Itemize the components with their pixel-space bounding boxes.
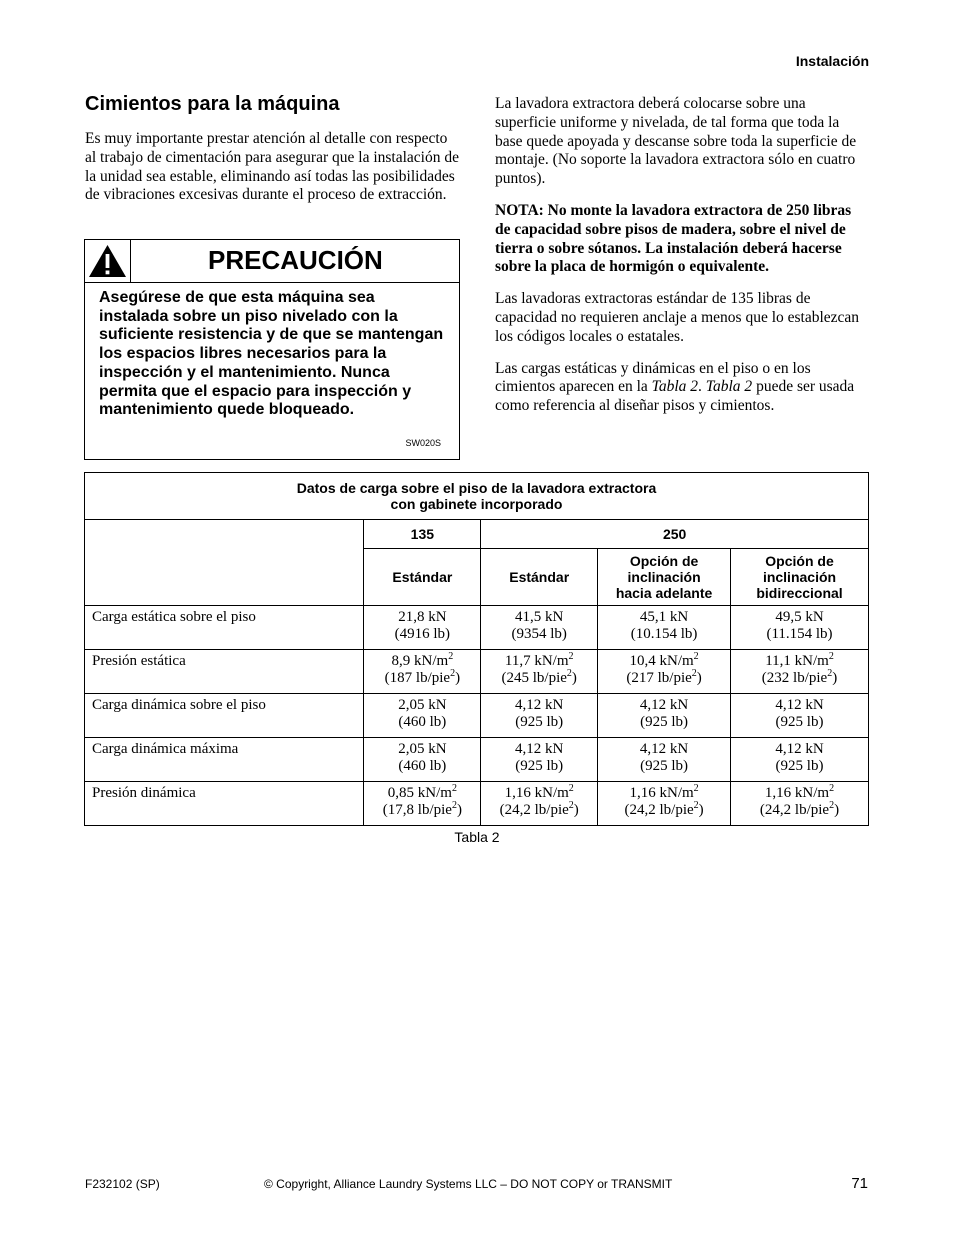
table-cell	[598, 738, 731, 782]
cell-value-metric	[731, 697, 868, 714]
metric-text: 4,12 kN	[775, 741, 824, 757]
superscript: 2	[566, 668, 572, 679]
col-250-bidirectional-tilt	[731, 549, 869, 606]
col-250-standard: Estándar	[481, 549, 598, 606]
right-paragraph-2: Las lavadoras extractoras estándar de 135 libras de capacidad no requieren anclaje a menos que lo establezcan los códigos locales o estatales.	[495, 290, 860, 345]
cell-value-metric	[731, 785, 868, 802]
metric-text: 21,8 kN	[398, 609, 447, 625]
p3-text-b: .	[698, 378, 706, 396]
superscript: 2	[693, 800, 699, 811]
cell-value-metric	[598, 653, 730, 670]
caution-code: SW020S	[405, 438, 441, 448]
superscript: 2	[828, 651, 834, 662]
cell-value-metric	[364, 609, 480, 626]
closing-paren: )	[832, 670, 838, 686]
cell-value-metric	[731, 609, 868, 626]
right-paragraph-1: La lavadora extractora deberá colocarse sobre una superficie uniforme y nivelada, de tal forma que toda la base quede apoyada y descanse sobre toda la superficie de montaje. (No soporte la lavadora extractora sólo en cuatro puntos).	[495, 95, 857, 188]
superscript: 2	[691, 668, 697, 679]
footer-doc-id: F232102 (SP)	[85, 1177, 160, 1191]
cell-value-imperial	[598, 714, 730, 731]
p3-text-c: puede ser usada como referencia al diseñar pisos y cimientos.	[495, 378, 855, 415]
row-label: Carga estática sobre el piso	[85, 606, 364, 650]
table-title-line-1: Datos de carga sobre el piso de la lavadora extractora	[296, 480, 657, 496]
imperial-text: (24,2 lb/pie	[624, 802, 694, 818]
imperial-text: (4916 lb)	[394, 626, 451, 642]
superscript: 2	[829, 783, 835, 794]
imperial-text: (925 lb)	[515, 714, 564, 730]
imperial-text: (460 lb)	[398, 758, 447, 774]
imperial-text: (11.154 lb)	[766, 626, 833, 642]
cell-value-imperial	[481, 670, 597, 687]
imperial-text: (232 lb/pie	[761, 670, 828, 686]
imperial-text: (925 lb)	[515, 758, 564, 774]
cell-value-imperial	[481, 626, 597, 643]
superscript: 2	[448, 651, 454, 662]
metric-text: 4,12 kN	[639, 697, 689, 713]
imperial-text: (460 lb)	[398, 714, 447, 730]
superscript: 2	[568, 651, 574, 662]
table-cell	[364, 782, 481, 826]
row-label: Carga dinámica sobre el piso	[85, 694, 364, 738]
closing-paren: )	[696, 670, 702, 686]
cell-value-imperial	[481, 802, 597, 819]
cell-value-metric	[364, 785, 480, 802]
imperial-text: (245 lb/pie	[501, 670, 567, 686]
imperial-text: (24,2 lb/pie	[759, 802, 830, 818]
table-cell	[481, 650, 598, 694]
row-label: Presión estática	[85, 650, 364, 694]
table-reference: Tabla 2	[651, 378, 699, 396]
section-header: Instalación	[795, 53, 869, 69]
footer-copyright: © Copyright, Alliance Laundry Systems LLC – DO NOT COPY or TRANSMIT	[264, 1177, 673, 1191]
table-cell	[481, 738, 598, 782]
table-cell	[364, 650, 481, 694]
row-label: Carga dinámica máxima	[85, 738, 364, 782]
cell-value-imperial	[481, 758, 597, 775]
caution-body: Asegúrese de que esta máquina sea instalada sobre un piso nivelado con la suficiente resistencia y de que se mantengan los espacios libres necesarios para la inspección y el mantenimiento. Nunca permita que el espacio para inspección y mantenimiento quede bloqueado.	[99, 289, 444, 419]
table-row	[85, 606, 869, 650]
metric-text: 1,16 kN/m	[629, 785, 694, 801]
closing-paren: )	[834, 802, 840, 818]
cell-value-metric	[731, 653, 868, 670]
metric-text: 49,5 kN	[775, 609, 824, 625]
cell-value-imperial	[481, 714, 597, 731]
imperial-text: (17,8 lb/pie	[382, 802, 452, 818]
cell-value-metric	[481, 741, 597, 758]
metric-text: 11,7 kN/m	[504, 653, 569, 669]
imperial-text: (24,2 lb/pie	[499, 802, 569, 818]
metric-text: 1,16 kN/m	[504, 785, 569, 801]
superscript: 2	[568, 800, 574, 811]
cell-value-imperial	[598, 802, 730, 819]
table-cell	[598, 694, 731, 738]
cell-value-imperial	[364, 670, 480, 687]
metric-text: 11,1 kN/m	[765, 653, 829, 669]
closing-paren: )	[573, 802, 579, 818]
warning-triangle-icon	[88, 244, 127, 278]
metric-text: 2,05 kN	[398, 741, 447, 757]
section-heading: Cimientos para la máquina	[85, 93, 340, 115]
cell-value-metric	[598, 741, 730, 758]
col-250-forward-tilt-label: Opción de inclinación hacia adelante	[615, 553, 713, 601]
cell-value-metric	[481, 609, 597, 626]
table-cell	[481, 782, 598, 826]
cell-value-imperial	[731, 758, 868, 775]
imperial-text: (925 lb)	[640, 714, 689, 730]
table-row	[85, 782, 869, 826]
table-title-line-2: con gabinete incorporado	[390, 496, 563, 512]
metric-text: 10,4 kN/m	[629, 653, 694, 669]
table-cell	[598, 782, 731, 826]
superscript: 2	[451, 800, 457, 811]
cell-value-metric	[364, 697, 480, 714]
superscript: 2	[829, 800, 835, 811]
superscript: 2	[693, 651, 699, 662]
table-cell	[481, 694, 598, 738]
cell-value-imperial	[364, 758, 480, 775]
cell-value-imperial	[598, 670, 730, 687]
table-cell	[598, 606, 731, 650]
row-label: Presión dinámica	[85, 782, 364, 826]
table-cell	[481, 606, 598, 650]
superscript: 2	[451, 783, 457, 794]
cell-value-metric	[481, 697, 597, 714]
cell-value-imperial	[731, 714, 868, 731]
metric-text: 8,9 kN/m	[391, 653, 449, 669]
table-cell	[364, 738, 481, 782]
metric-text: 1,16 kN/m	[764, 785, 830, 801]
caution-icon-cell	[85, 240, 131, 282]
cell-value-imperial	[731, 626, 868, 643]
cell-value-imperial	[364, 626, 480, 643]
col-250-forward-tilt	[598, 549, 731, 606]
table-reference: Tabla 2	[705, 378, 753, 396]
col-250-bidirectional-tilt-label: Opción de inclinación bidireccional	[756, 553, 843, 601]
cell-value-imperial	[731, 670, 868, 687]
superscript: 2	[450, 668, 456, 679]
metric-text: 4,12 kN	[639, 741, 689, 757]
metric-text: 41,5 kN	[515, 609, 564, 625]
metric-text: 2,05 kN	[398, 697, 447, 713]
load-data-table	[84, 472, 869, 826]
imperial-text: (925 lb)	[640, 758, 689, 774]
col-135-standard: Estándar	[364, 549, 481, 606]
capacity-row	[85, 520, 869, 549]
table-cell	[364, 606, 481, 650]
superscript: 2	[827, 668, 833, 679]
table-cell	[364, 694, 481, 738]
imperial-text: (217 lb/pie	[626, 670, 692, 686]
imperial-text: (925 lb)	[775, 714, 824, 730]
cell-value-metric	[731, 741, 868, 758]
table-title	[85, 473, 869, 520]
empty-header-cell	[85, 520, 364, 606]
caution-title: PRECAUCIÓN	[208, 245, 383, 275]
table-cell	[731, 606, 869, 650]
capacity-250-header: 250	[481, 520, 869, 549]
imperial-text: (9354 lb)	[511, 626, 567, 642]
cell-value-imperial	[598, 758, 730, 775]
intro-paragraph: Es muy importante prestar atención al detalle con respecto al trabajo de cimentación para asegurar que la instalación de la unidad sea estable, eliminando así todas las posibilidades de vibraciones excesivas durante el proceso de extracción.	[85, 130, 459, 204]
superscript: 2	[693, 783, 699, 794]
right-column	[495, 95, 865, 429]
closing-paren: )	[698, 802, 704, 818]
table-cell	[731, 694, 869, 738]
imperial-text: (187 lb/pie	[384, 670, 451, 686]
table-row	[85, 738, 869, 782]
cell-value-imperial	[731, 802, 868, 819]
superscript: 2	[568, 783, 574, 794]
caution-header	[85, 240, 459, 283]
cell-value-imperial	[598, 626, 730, 643]
right-paragraph-3	[495, 360, 865, 416]
caution-box	[84, 239, 460, 460]
closing-paren: )	[456, 802, 462, 818]
cell-value-metric	[364, 741, 480, 758]
cell-value-metric	[598, 785, 730, 802]
cell-value-metric	[598, 609, 730, 626]
imperial-text: (10.154 lb)	[630, 626, 698, 642]
table-caption: Tabla 2	[454, 829, 500, 845]
closing-paren: )	[455, 670, 461, 686]
cell-value-metric	[481, 653, 597, 670]
table-cell	[731, 650, 869, 694]
imperial-text: (925 lb)	[775, 758, 824, 774]
table-cell	[731, 738, 869, 782]
table-row	[85, 650, 869, 694]
metric-text: 4,12 kN	[515, 697, 564, 713]
metric-text: 45,1 kN	[639, 609, 689, 625]
cell-value-metric	[364, 653, 480, 670]
table-row	[85, 694, 869, 738]
metric-text: 4,12 kN	[775, 697, 824, 713]
cell-value-imperial	[364, 714, 480, 731]
note-paragraph: NOTA: No monte la lavadora extractora de 250 libras de capacidad sobre pisos de madera, sobre el nivel de tierra o sobre sótanos. La instalación deberá hacerse sobre la placa de hormigón o equivalente.	[495, 201, 852, 276]
cell-value-metric	[481, 785, 597, 802]
table-cell	[731, 782, 869, 826]
table-body	[85, 606, 869, 826]
footer-page-number: 71	[851, 1175, 868, 1192]
table-cell	[598, 650, 731, 694]
p3-text-a: Las cargas estáticas y dinámicas en el piso o en los cimientos aparecen en la	[495, 359, 811, 396]
cell-value-imperial	[364, 802, 480, 819]
cell-value-metric	[598, 697, 730, 714]
metric-text: 0,85 kN/m	[387, 785, 452, 801]
capacity-135-header: 135	[364, 520, 481, 549]
closing-paren: )	[571, 670, 577, 686]
metric-text: 4,12 kN	[515, 741, 564, 757]
table-title-row	[85, 473, 869, 520]
